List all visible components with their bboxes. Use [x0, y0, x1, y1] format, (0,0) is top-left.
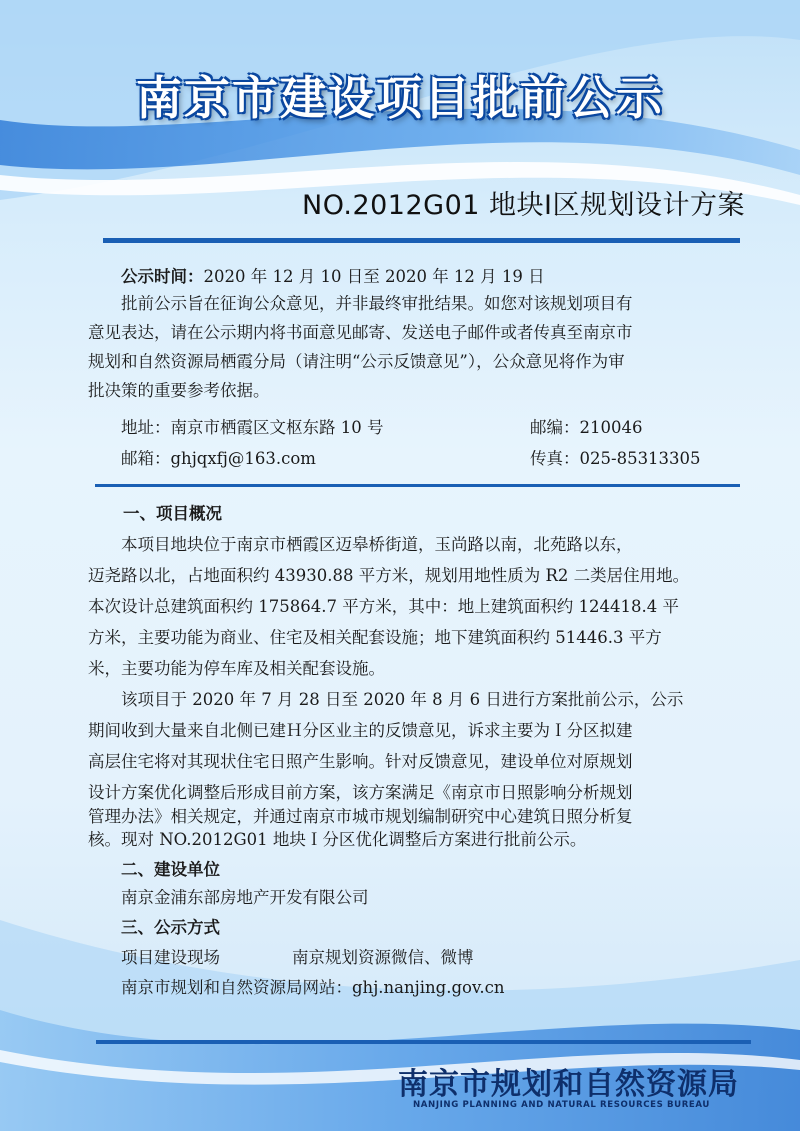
- channel-website[interactable]: 南京市规划和自然资源局网站：ghj.nanjing.gov.cn: [121, 978, 505, 997]
- notice-time-value: 2020 年 12 月 10 日至 2020 年 12 月 19 日: [203, 267, 545, 286]
- section-1-line: 本项目地块位于南京市栖霞区迈皋桥街道，玉尚路以南，北苑路以东，: [121, 535, 633, 554]
- section-2-heading: 二、建设单位: [121, 860, 220, 879]
- divider-bottom: [96, 1040, 751, 1044]
- channel-social: 南京规划资源微信、微博: [292, 948, 474, 967]
- section-1-line: 该项目于 2020 年 7 月 28 日至 2020 年 8 月 6 日进行方案批前公示，公示: [121, 690, 684, 709]
- section-1-line: 设计方案优化调整后形成目前方案，该方案满足《南京市日照影响分析规划: [88, 783, 633, 802]
- section-1-line: 期间收到大量来自北侧已建Ｈ分区业主的反馈意见，诉求主要为Ｉ分区拟建: [88, 721, 633, 740]
- notice-paragraph-line: 规划和自然资源局栖霞分局（请注明“公示反馈意见”），公众意见将作为审: [88, 352, 625, 371]
- section-1-line: 本次设计总建筑面积约 175864.7 平方米，其中：地上建筑面积约 124418.4 平: [88, 597, 679, 616]
- footer-org-name: 南京市规划和自然资源局: [398, 1067, 739, 1102]
- company-name: 南京金浦东部房地产开发有限公司: [121, 888, 369, 907]
- notice-time-label: 公示时间：: [121, 267, 204, 286]
- footer-org-name-en: NANJING PLANNING AND NATURAL RESOURCES BUREAU: [413, 1100, 710, 1110]
- section-1-line: 管理办法》相关规定，并通过南京市城市规划编制研究中心建筑日照分析复: [88, 807, 633, 826]
- page-subtitle: NO.2012G01 地块Ⅰ区规划设计方案: [302, 190, 745, 221]
- channel-site: 项目建设现场: [121, 948, 220, 967]
- notice-paragraph-line: 意见表达，请在公示期内将书面意见邮寄、发送电子邮件或者传真至南京市: [88, 323, 633, 342]
- page-title: 南京市建设项目批前公示: [136, 71, 664, 125]
- postcode-value: 210046: [579, 418, 643, 437]
- email-label: 邮箱：: [121, 449, 171, 468]
- section-1-line: 核。现对 NO.2012G01 地块Ｉ分区优化调整后方案进行批前公示。: [88, 830, 587, 849]
- address-value: 南京市栖霞区文枢东路 10 号: [170, 418, 384, 437]
- postcode: [530, 414, 643, 438]
- section-1-line: 方米，主要功能为商业、住宅及相关配套设施；地下建筑面积约 51446.3 平方: [88, 628, 662, 647]
- email: [121, 445, 316, 469]
- postcode-label: 邮编：: [530, 418, 580, 437]
- section-1-line: 迈尧路以北，占地面积约 43930.88 平方米，规划用地性质为 R2 二类居住用地。: [88, 566, 690, 585]
- section-1-line: 高层住宅将对其现状住宅日照产生影响。针对反馈意见，建设单位对原规划: [88, 752, 633, 771]
- notice-paragraph-line: 批决策的重要参考依据。: [88, 381, 270, 400]
- address-label: 地址：: [121, 418, 171, 437]
- divider-middle: [95, 484, 740, 487]
- notice-paragraph-line: 批前公示旨在征询公众意见，并非最终审批结果。如您对该规划项目有: [121, 294, 633, 313]
- section-1-line: 米，主要功能为停车库及相关配套设施。: [88, 659, 385, 678]
- fax-label: 传真：: [530, 449, 580, 468]
- fax-value: 025-85313305: [579, 449, 701, 468]
- notice-time: [121, 266, 545, 288]
- email-value[interactable]: ghjqxfj@163.com: [170, 449, 316, 468]
- fax: [530, 445, 701, 469]
- address: [121, 414, 384, 438]
- section-3-heading: 三、公示方式: [121, 918, 220, 937]
- divider-top: [103, 238, 740, 243]
- section-1-heading: 一、项目概况: [123, 504, 222, 523]
